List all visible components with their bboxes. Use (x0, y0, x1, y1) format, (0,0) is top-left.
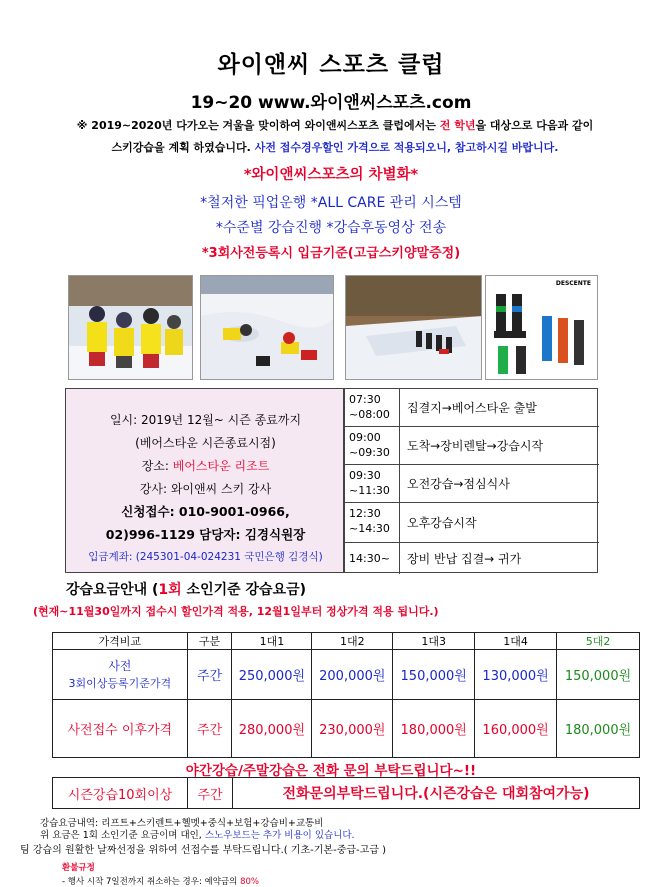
price-table-header (53, 633, 640, 650)
fee-title-text: 소인기준 강습요금) (181, 582, 307, 598)
price-cell: 160,000원 (475, 700, 557, 758)
place-value: 베어스타운 리조트 (172, 459, 270, 473)
info-date: 일시: 2019년 12월~ 시즌 종료까지 (109, 413, 302, 427)
header-cell: 구분 (187, 633, 232, 650)
price-cell: 180,000원 (557, 700, 640, 758)
photo-kids-group (68, 275, 193, 380)
season-table (52, 777, 640, 809)
schedule-activity: 오전강습→점심식사 (407, 477, 510, 491)
schedule-activity: 도착→장비렌탈→강습시작 (407, 439, 544, 453)
price-table (52, 632, 640, 758)
header-cell: 1대3 (393, 633, 475, 650)
price-row-advance (53, 650, 640, 700)
info-place (66, 457, 345, 474)
season-label: 시즌강습10회이상 (53, 778, 188, 809)
refund-percent: 80% (240, 877, 259, 887)
row-label-line: 3회이상등록기준가격 (68, 676, 172, 690)
season-text: 전화문의부탁드립니다.(시즌강습은 대회참여가능) (233, 778, 640, 809)
schedule-activity: 집결지→베어스타운 출발 (407, 401, 537, 415)
photo-ski-socks (485, 275, 598, 380)
intro-text: 스키강습을 계획 하였습니다. (111, 141, 255, 154)
header-cell: 가격비교 (53, 633, 188, 650)
schedule-time: 12:30 ~14:30 (345, 503, 400, 542)
info-date-note: (베어스타운 시즌종료시점) (135, 436, 276, 450)
row-type: 주간 (187, 650, 232, 700)
feature-line-2: *수준별 강습진행 *강습후동영상 전송 (215, 220, 447, 236)
feature-line-3: *3회사전등록시 입금기준(고급스키양말증정) (201, 246, 461, 261)
brand-label: DESCENTE (555, 280, 591, 287)
schedule-time: 09:00 ~09:30 (345, 427, 400, 464)
footer-line-3: 팀 강습의 원활한 날짜선정을 위하여 선접수를 부탁드립니다.( 기초-기본-중급-고급 ) (20, 845, 387, 856)
info-contact-1: 신청접수: 010-9001-0966, (121, 504, 290, 519)
schedule-row (345, 465, 599, 503)
season-type: 주간 (188, 778, 233, 809)
page-title: 와이앤씨 스포츠 클럽 (217, 52, 445, 78)
row-label: 사전접수 이후가격 (53, 700, 188, 758)
schedule-time: 09:30 ~11:30 (345, 465, 400, 502)
feature-line-1: *철저한 픽업운행 *ALL CARE 관리 시스템 (200, 195, 462, 211)
header-cell: 1대2 (312, 633, 393, 650)
photo-kids-snow (200, 275, 334, 380)
schedule-time: 07:30 ~08:00 (345, 389, 400, 426)
footer-line-2 (40, 830, 355, 842)
info-instructor: 강사: 와이앤씨 스키 강사 (139, 482, 272, 496)
price-cell: 130,000원 (475, 650, 557, 700)
footer-line-1: 강습요금내역: 리프트+스키렌트+헬멧+중식+보험+강습비+교통비 (40, 818, 324, 829)
schedule-row (345, 543, 599, 574)
intro-text: ※ 2019~2020년 다가오는 겨울을 맞이하여 와이앤씨스포츠 클럽에서는 (76, 119, 440, 132)
schedule-row (345, 503, 599, 543)
header-cell: 1대4 (475, 633, 557, 650)
season-row (53, 778, 640, 809)
info-box (65, 388, 344, 573)
price-cell: 200,000원 (312, 650, 393, 700)
night-weekend-note: 야간강습/주말강습은 전화 문의 부탁드립니다~!! (185, 763, 477, 779)
intro-discount-note: 사전 접수경우할인 가격으로 적용되오니, 참고하시길 바랍니다. (254, 141, 559, 154)
schedule-activity: 장비 반납 집결→ 귀가 (407, 552, 522, 566)
footer-text: 위 요금은 1회 소인기준 요금이며 대인, (40, 830, 205, 841)
fee-note: (현재~11월30일까지 접수시 할인가격 적용, 12월1일부터 정상가격 적용 됩니다.) (33, 605, 439, 618)
schedule-time: 14:30~ (345, 543, 400, 574)
row-label-line: 사전 (108, 658, 132, 673)
price-cell: 150,000원 (393, 650, 475, 700)
intro-line-2 (40, 137, 630, 159)
refund-title: 환불규정 (62, 863, 95, 873)
price-cell: 180,000원 (393, 700, 475, 758)
refund-line (62, 876, 259, 887)
price-cell: 150,000원 (557, 650, 640, 700)
fee-title (66, 579, 306, 599)
schedule-table (344, 388, 598, 573)
schedule-row (345, 389, 599, 427)
info-contact-2: 02)996-1129 담당자: 김경식원장 (105, 527, 306, 542)
place-label: 장소: (141, 459, 173, 473)
fee-title-highlight: 1회 (158, 582, 182, 598)
schedule-activity: 오후강습시작 (407, 516, 477, 530)
header-cell: 5대2 (557, 633, 640, 650)
season-url: 19~20 www.와이앤씨스포츠.com (190, 93, 472, 113)
refund-text: - 행사 시작 7일전까지 취소하는 경우: 예약금의 (62, 877, 241, 887)
intro-text: 을 대상으로 다음과 같이 (475, 119, 594, 132)
schedule-row (345, 427, 599, 465)
header-cell: 1대1 (232, 633, 312, 650)
intro-highlight: 전 학년 (439, 119, 476, 132)
price-cell: 230,000원 (312, 700, 393, 758)
row-label (53, 650, 188, 700)
row-type: 주간 (187, 700, 232, 758)
price-cell: 250,000원 (232, 650, 312, 700)
info-account: 입금계좌: (245301-04-024231 국민은행 김경식) (88, 551, 323, 563)
intro-line-1 (40, 115, 630, 137)
price-row-regular (53, 700, 640, 758)
price-cell: 280,000원 (232, 700, 312, 758)
footer-note: 스노우보드는 추가 비용이 있습니다. (204, 830, 355, 841)
photo-ski-slope (345, 275, 482, 380)
fee-title-text: 강습요금안내 ( (66, 582, 159, 598)
differentiation-heading: *와이앤씨스포츠의 차별화* (243, 167, 419, 183)
